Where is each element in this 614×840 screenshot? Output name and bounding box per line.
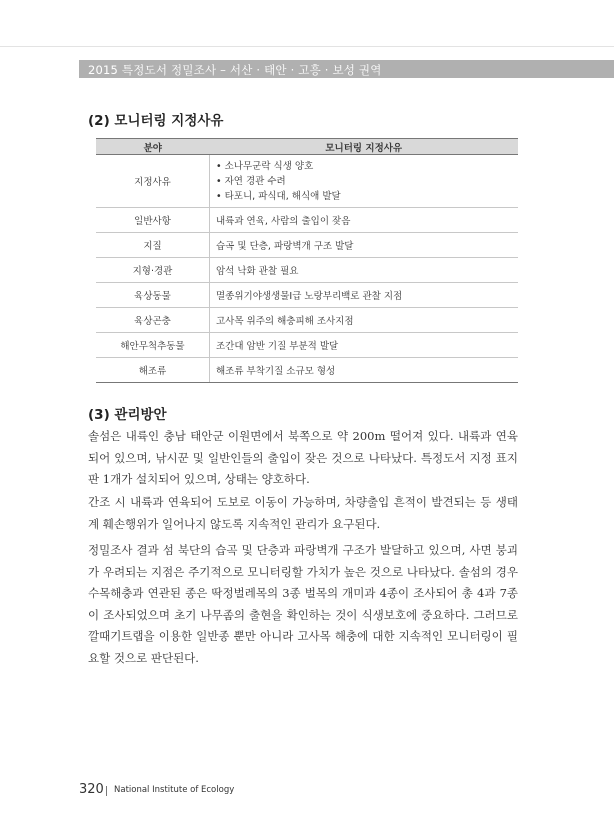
table-cell-field: 해안무척추동물 — [96, 333, 210, 358]
designation-bullet-list — [216, 156, 514, 207]
footer-publisher: National Institute of Ecology — [114, 785, 235, 795]
table-cell-reason: 고사목 위주의 해충피해 조사지점 — [210, 308, 519, 333]
table-cell-field: 일반사항 — [96, 208, 210, 233]
table-cell-reason: 조간대 암반 기질 부분적 발달 — [210, 333, 519, 358]
table-cell-field: 지형·경관 — [96, 258, 210, 283]
table-row — [96, 283, 518, 308]
table-cell-reason: 습곡 및 단층, 파랑벽개 구조 발달 — [210, 233, 519, 258]
footer-separator — [106, 786, 107, 796]
monitoring-reason-table — [96, 138, 518, 383]
table-cell-field: 육상동물 — [96, 283, 210, 308]
table-cell-reason: 암석 낙화 관찰 필요 — [210, 258, 519, 283]
table-row — [96, 308, 518, 333]
paragraph-1: 솔섬은 내륙인 충남 태안군 이원면에서 북쪽으로 약 200m 떨어져 있다. 내륙과 연육되어 있으며, 낚시꾼 및 일반인들의 출입이 잦은 것으로 나타났다. 특정도서 지정 표지판 1개가 설치되어 있으며, 상태는 양호하다. — [88, 429, 518, 486]
table-cell-reason: 내륙과 연육, 사람의 출입이 잦음 — [210, 208, 519, 233]
paragraph-2: 간조 시 내륙과 연육되어 도보로 이동이 가능하며, 차량출입 흔적이 발견되는 등 생태계 훼손행위가 일어나지 않도록 지속적인 관리가 요구된다. — [88, 495, 518, 531]
table-row — [96, 233, 518, 258]
table-cell-field: 지질 — [96, 233, 210, 258]
list-item: • 소나무군락 식생 양호 — [216, 159, 514, 174]
header-top-rule — [0, 46, 614, 47]
table-cell-reason: 해조류 부착기질 소규모 형성 — [210, 358, 519, 383]
table-cell-field: 육상곤충 — [96, 308, 210, 333]
table-header-field: 분야 — [96, 139, 210, 155]
list-item: • 타포니, 파식대, 해식애 발달 — [216, 189, 514, 204]
table-header-reason: 모니터링 지정사유 — [210, 139, 519, 155]
table-header-row — [96, 139, 518, 155]
table-row — [96, 333, 518, 358]
table-cell-field: 해조류 — [96, 358, 210, 383]
table-row — [96, 258, 518, 283]
table-cell-field: 지정사유 — [96, 155, 210, 208]
table-cell-reason: 멸종위기야생생물Ⅰ급 노랑부리백로 관찰 지점 — [210, 283, 519, 308]
running-header-title: 2015 특정도서 정밀조사 – 서산 · 태안 · 고흥 · 보성 권역 — [88, 63, 382, 77]
table-row — [96, 358, 518, 383]
section-title-management-plan: (3) 관리방안 — [88, 407, 167, 423]
paragraph-3: 정밀조사 결과 섬 북단의 습곡 및 단층과 파랑벽개 구조가 발달하고 있으며, 사면 붕괴가 우려되는 지점은 주기적으로 모니터링할 가치가 높은 것으로 나타났다. 솔섬의 경우 수목해충과 연관된 종은 딱정벌레목의 3종 벌목의 개미과 4종이 조사되어 총 4과 7종이 조사되었으며 초기 나무좀의 출현을 확인하는 것이 식생보호에 중요하다. 그러므로 깔때기트랩을 이용한 일반종 뿐만 아니라 고사목 해충에 대한 지속적인 모니터링이 필요할 것으로 판단된다. — [88, 543, 518, 665]
table-row-designation — [96, 155, 518, 208]
section-title-monitoring-reason: (2) 모니터링 지정사유 — [88, 113, 224, 129]
list-item: • 자연 경관 수려 — [216, 174, 514, 189]
table-cell-reason-list — [210, 155, 519, 208]
table-row — [96, 208, 518, 233]
page-number: 320 — [79, 782, 104, 797]
